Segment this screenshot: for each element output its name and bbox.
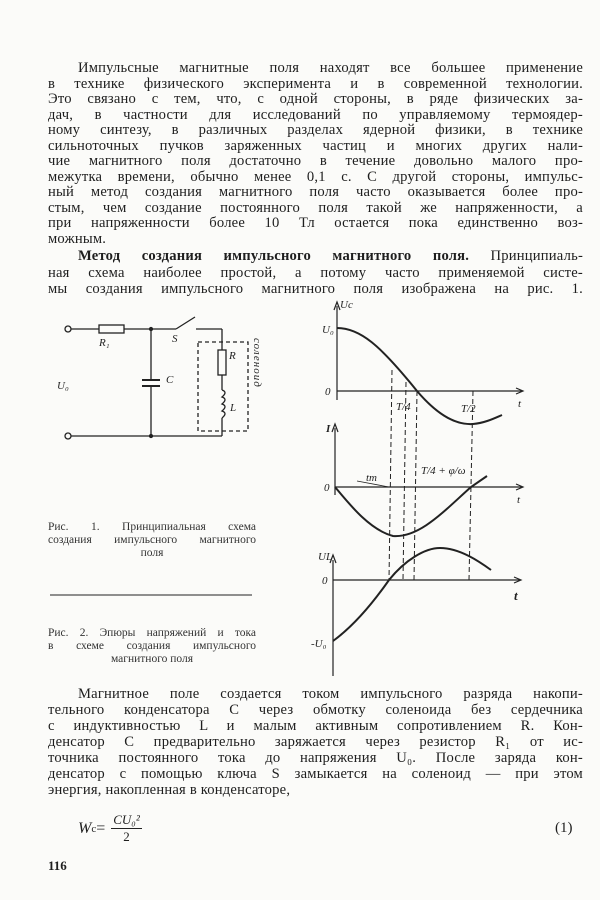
text-line: ная схема наиболее простой, а потому часто применяемой систе- (48, 264, 583, 281)
formula-fraction (111, 812, 141, 845)
resistor-r1 (99, 325, 124, 333)
label-u0-top: U₀ (322, 324, 334, 336)
text-line: сильноточных пучков заряженных частиц и многих других нали- (48, 137, 583, 154)
label-t-1: t (518, 398, 522, 410)
label-i: I (326, 423, 331, 435)
label-t-2: t (517, 494, 521, 506)
label-t2: T/2 (461, 403, 476, 415)
text-line: ный метод создания магнитного поля часто оказывается более про- (48, 184, 583, 200)
caption-line: создания импульсного магнитного (48, 534, 256, 546)
label-r: R (229, 350, 236, 362)
formula-lhs: W (78, 819, 92, 837)
i-curve (335, 476, 487, 536)
label-minus-u0: -U₀ (311, 638, 327, 650)
text-line: стым, чем создание постоянного поля такой же напряженности, а (48, 199, 583, 216)
label-zero-3: 0 (322, 575, 328, 587)
label-c: C (166, 374, 174, 386)
text-span: Принципиаль- (469, 248, 583, 264)
caption-line: Рис. 2. Эпюры напряжений и тока (48, 627, 256, 639)
label-u0: U₀ (57, 380, 69, 392)
label-t4: T/4 (396, 401, 411, 413)
label-l: L (230, 402, 237, 414)
text-line: дач, в частности для исследований по управляемому термоядер- (48, 106, 583, 123)
terminal-top (65, 326, 71, 332)
formula-denominator: 2 (123, 829, 130, 844)
caption-line: магнитного поля (110, 653, 194, 665)
caption-line: в схеме создания импульсного (48, 640, 256, 652)
text-line: Магнитное поле создается током импульсного разряда накопи- (78, 686, 583, 702)
label-t4-phi: T/4 + φ/ω (421, 465, 466, 477)
text-line: межутка времени, обычно менее 0,1 с. С другой стороны, импульс- (48, 168, 583, 185)
text-line: при напряженности более 10 Тл остается пока единственно воз- (48, 215, 583, 231)
label-ul: UL (318, 551, 333, 563)
text-line: денсатор с помощью ключа S замыкается на соленоид — при этом (48, 766, 583, 782)
circuit-diagram (65, 317, 248, 439)
text-line: денсатор C предварительно заряжается через резистор R₁ от ис- (48, 734, 583, 750)
page-number: 116 (48, 858, 67, 873)
label-t-3: t (514, 588, 518, 603)
switch-s (176, 317, 195, 329)
formula-lhs-sub: c (91, 822, 97, 835)
inductor-l (222, 390, 225, 418)
label-zero-2: 0 (324, 482, 330, 494)
caption-line: Рис. 1. Принципиальная схема (48, 521, 256, 533)
resistor-r (218, 350, 226, 375)
text-line: тельного конденсатора C через обмотку соленоида без сердечника (48, 702, 583, 718)
text-line: в технике физического эксперимента и в современной технологии. (48, 75, 583, 92)
ul-curve (333, 548, 491, 641)
label-tm: tm (366, 472, 377, 484)
formula-numerator: CU₀² (113, 812, 140, 827)
terminal-bottom (65, 433, 71, 439)
caption-line: поля (140, 547, 164, 559)
label-r1: R₁ (99, 337, 110, 349)
waveform-chart (330, 302, 523, 676)
section-heading: Метод создания импульсного магнитного поля. (78, 248, 470, 264)
text-line: Это связано с тем, что, с одной стороны, в ряде физических за- (48, 91, 583, 107)
formula-eq: = (96, 819, 106, 837)
label-uc: Uc (340, 299, 353, 311)
text-line: с индуктивностью L и малым активным сопротивлением R. Кон- (48, 718, 583, 734)
text-line: точника постоянного тока до напряжения U₀. После заряда кон- (48, 750, 583, 766)
formula (78, 812, 142, 845)
text-line: энергия, накопленная в конденсаторе, (48, 782, 291, 798)
label-zero-1: 0 (325, 386, 331, 398)
equation-number: (1) (555, 820, 573, 836)
text-line: можным. (48, 230, 107, 247)
text-line: мы создания импульсного магнитного поля изображена на рис. 1. (48, 281, 583, 297)
uc-curve (337, 328, 502, 424)
label-s: S (172, 333, 178, 345)
text-line: чие магнитного поля достаточно в течение довольно малого про- (48, 153, 583, 169)
label-solenoid: соленоид (251, 338, 263, 388)
text-line: ному синтезу, в различных разделах ядерной физики, в технике (48, 122, 583, 138)
text-line: Импульсные магнитные поля находят все большее применение (78, 60, 583, 76)
